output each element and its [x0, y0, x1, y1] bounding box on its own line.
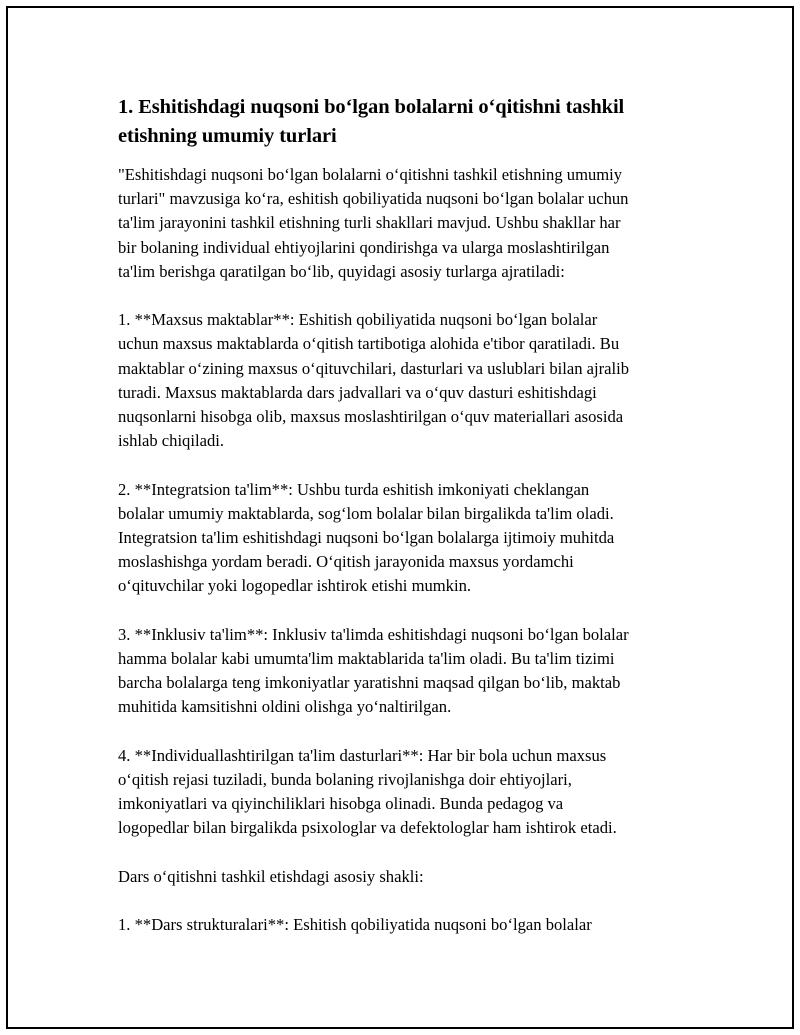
paragraph-maxsus-maktablar [118, 308, 698, 453]
text-line: 2. **Integratsion ta'lim**: Ushbu turda eshitish imkoniyati cheklangan [118, 479, 590, 499]
text-line: logopedlar bilan birgalikda psixologlar va defektologlar ham ishtirok etadi. [118, 818, 617, 838]
text-line: oʻqitish rejasi tuziladi, bunda bolaning rivojlanishga doir ehtiyojlari, [118, 770, 572, 790]
paragraph-inklusiv-talim [118, 623, 698, 720]
document-title [118, 93, 698, 151]
paragraph-intro [118, 163, 698, 284]
text-line: 1. **Dars strukturalari**: Eshitish qobiliyatida nuqsoni boʻlgan bolalar [118, 915, 592, 935]
text-line: turlari" mavzusiga koʻra, eshitish qobiliyatida nuqsoni boʻlgan bolalar uchun [118, 189, 629, 209]
text-line: ta'lim berishga qaratilgan boʻlib, quyidagi asosiy turlarga ajratiladi: [118, 261, 565, 281]
text-line: ishlab chiqiladi. [118, 431, 224, 451]
text-line: turadi. Maxsus maktablarda dars jadvallari va oʻquv dasturi eshitishdagi [118, 382, 597, 402]
paragraph-asosiy-shakli [118, 865, 698, 889]
text-line: oʻqituvchilar yoki logopedlar ishtirok etishi mumkin. [118, 576, 472, 596]
text-line: uchun maxsus maktablarda oʻqitish tartibotiga alohida e'tibor qaratiladi. Bu [118, 334, 620, 354]
text-line: 1. **Maxsus maktablar**: Eshitish qobiliyatida nuqsoni boʻlgan bolalar [118, 310, 598, 330]
text-line: 4. **Individuallashtirilgan ta'lim dasturlari**: Har bir bola uchun maxsus [118, 745, 607, 765]
title-line: 1. Eshitishdagi nuqsoni boʻlgan bolalarni oʻqitishni tashkil [118, 96, 625, 118]
text-line: muhitida kamsitishni oldini olishga yoʻnaltirilgan. [118, 697, 452, 717]
paragraph-individual-dasturlar [118, 744, 698, 841]
text-line: moslashishga yordam beradi. Oʻqitish jarayonida maxsus yordamchi [118, 552, 574, 572]
text-line: imkoniyatlari va qiyinchiliklari hisobga olinadi. Bunda pedagog va [118, 794, 564, 814]
text-line: "Eshitishdagi nuqsoni boʻlgan bolalarni oʻqitishni tashkil etishning umumiy [118, 165, 623, 184]
text-line: ta'lim jarayonini tashkil etishning turli shakllari mavjud. Ushbu shakllar har [118, 213, 621, 233]
text-line: 3. **Inklusiv ta'lim**: Inklusiv ta'limda eshitishdagi nuqsoni boʻlgan bolalar [118, 624, 629, 644]
text-line: hamma bolalar kabi umumta'lim maktablarida ta'lim oladi. Bu ta'lim tizimi [118, 649, 615, 669]
text-line: Dars oʻqitishni tashkil etishdagi asosiy shakli: [118, 866, 424, 886]
title-line: etishning umumiy turlari [118, 125, 337, 147]
text-line: nuqsonlarni hisobga olib, maxsus moslashtirilgan oʻquv materiallari asosida [118, 407, 624, 427]
text-line: bolalar umumiy maktablarda, sogʻlom bolalar bilan birgalikda ta'lim oladi. [118, 503, 614, 523]
paragraph-integratsion-talim [118, 478, 698, 599]
text-line: Integratsion ta'lim eshitishdagi nuqsoni boʻlgan bolalarga ijtimoiy muhitda [118, 528, 615, 548]
text-line: maktablar oʻzining maxsus oʻqituvchilari, dasturlari va uslublari bilan ajralib [118, 358, 630, 378]
text-line: barcha bolalarga teng imkoniyatlar yaratishni maqsad qilgan boʻlib, maktab [118, 673, 621, 693]
text-line: bir bolaning individual ehtiyojlarini qondirishga va ularga moslashtirilgan [118, 237, 610, 257]
document-body [118, 93, 698, 937]
paragraph-dars-strukturalari [118, 913, 698, 937]
